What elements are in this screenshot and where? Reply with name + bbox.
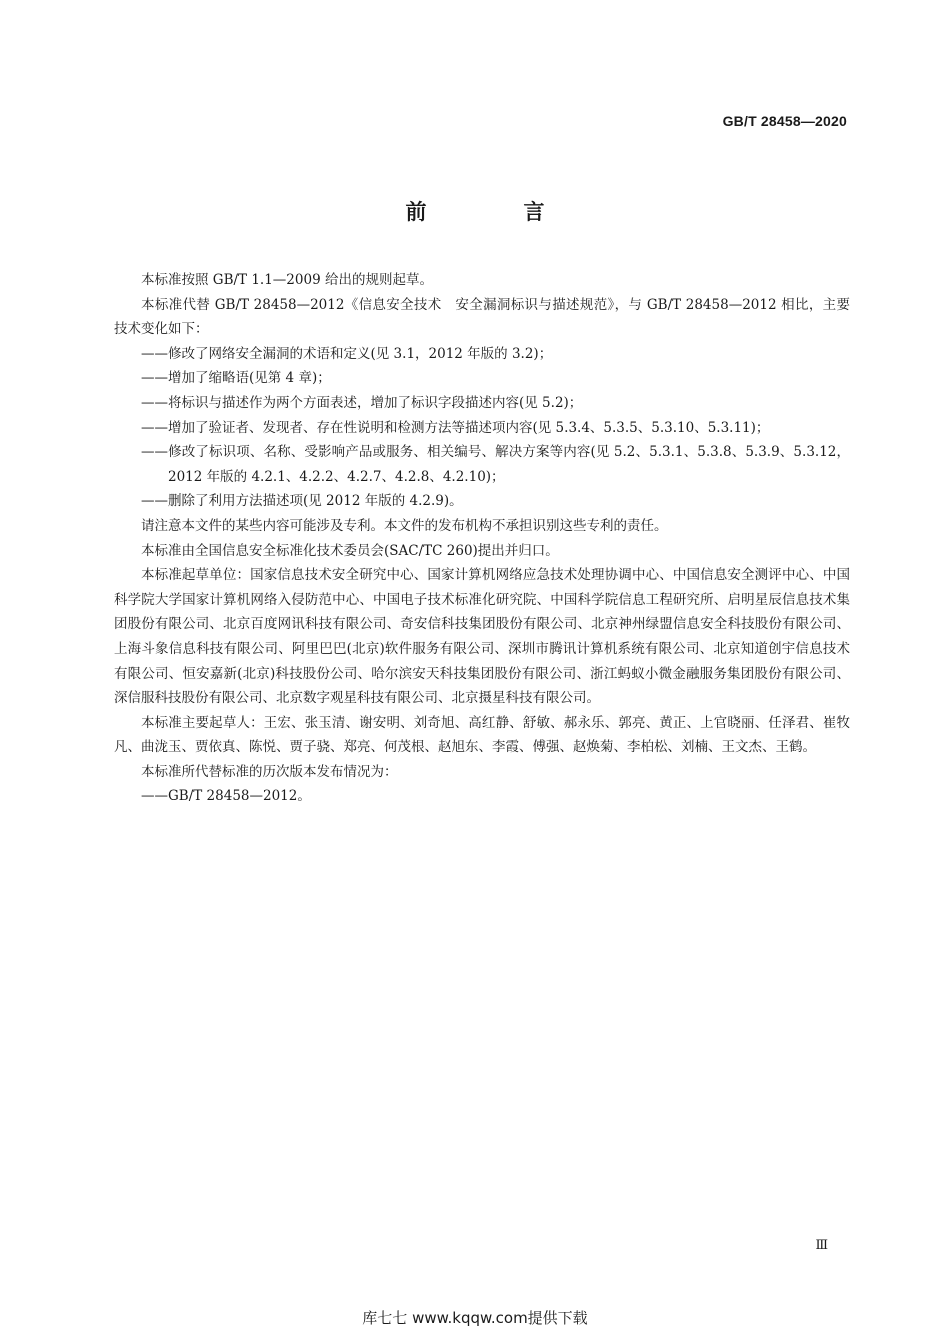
change-item: ——删除了利用方法描述项(见 2012 年版的 4.2.9)。: [141, 493, 463, 510]
change-item: ——增加了缩略语(见第 4 章)；: [141, 370, 331, 387]
foreword-body: [114, 268, 850, 809]
change-item: ——修改了网络安全漏洞的术语和定义(见 3.1，2012 年版的 3.2)；: [141, 345, 553, 362]
standard-code: GB/T 28458—2020: [722, 113, 847, 129]
change-item: ——将标识与描述作为两个方面表述，增加了标识字段描述内容(见 5.2)；: [141, 394, 583, 411]
page-number: Ⅲ: [815, 1238, 828, 1253]
paragraph-drafters: 本标准主要起草人：王宏、张玉清、谢安明、刘奇旭、高红静、舒敏、郝永乐、郭亮、黄正、上官晓丽、任泽君、崔牧凡、曲泷玉、贾依真、陈悦、贾子骁、郑亮、何茂根、赵旭东、李霞、傅强、赵焕菊、李柏松、刘楠、王文杰、王鹤。: [114, 714, 850, 756]
page-title: 前 言: [405, 200, 583, 224]
change-item: ——增加了验证者、发现者、存在性说明和检测方法等描述项内容(见 5.3.4、5.3.5、5.3.10、5.3.11)；: [141, 419, 770, 436]
download-watermark: 库七七 www.kqqw.com提供下载: [362, 1309, 588, 1327]
paragraph-drafting-units: 本标准起草单位：国家信息技术安全研究中心、国家计算机网络应急技术处理协调中心、中国信息安全测评中心、中国科学院大学国家计算机网络入侵防范中心、中国电子技术标准化研究院、中国科学院信息工程研究所、启明星辰信息技术集团股份有限公司、北京百度网讯科技有限公司、奇安信科技集团股份有限公司、北京神州绿盟信息安全科技股份有限公司、上海斗象信息科技有限公司、阿里巴巴(北京)软件服务有限公司、深圳市腾讯计算机系统有限公司、北京知道创宇信息技术有限公司、恒安嘉新(北京)科技股份公司、哈尔滨安天科技集团股份有限公司、浙江蚂蚁小微金融服务集团股份有限公司、深信服科技股份有限公司、北京数字观星科技有限公司、北京摄星科技有限公司。: [114, 567, 850, 707]
change-item: ——修改了标识项、名称、受影响产品或服务、相关编号、解决方案等内容(见 5.2、5.3.1、5.3.8、5.3.9、5.3.12，2012 年版的 4.2.1、4.2.2、4.2.7、4.2.8、4.2.10)；: [141, 444, 850, 485]
paragraph-history-intro: 本标准所代替标准的历次版本发布情况为：: [141, 763, 398, 780]
paragraph-drafting-rules: 本标准按照 GB/T 1.1—2009 给出的规则起草。: [141, 272, 433, 288]
history-item: ——GB/T 28458—2012。: [141, 788, 311, 805]
paragraph-patent-notice: 请注意本文件的某些内容可能涉及专利。本文件的发布机构不承担识别这些专利的责任。: [141, 517, 668, 534]
paragraph-replacement: 本标准代替 GB/T 28458—2012《信息安全技术 安全漏洞标识与描述规范》，与 GB/T 28458—2012 相比，主要技术变化如下：: [114, 296, 850, 338]
paragraph-committee: 本标准由全国信息安全标准化技术委员会(SAC/TC 260)提出并归口。: [141, 542, 559, 559]
